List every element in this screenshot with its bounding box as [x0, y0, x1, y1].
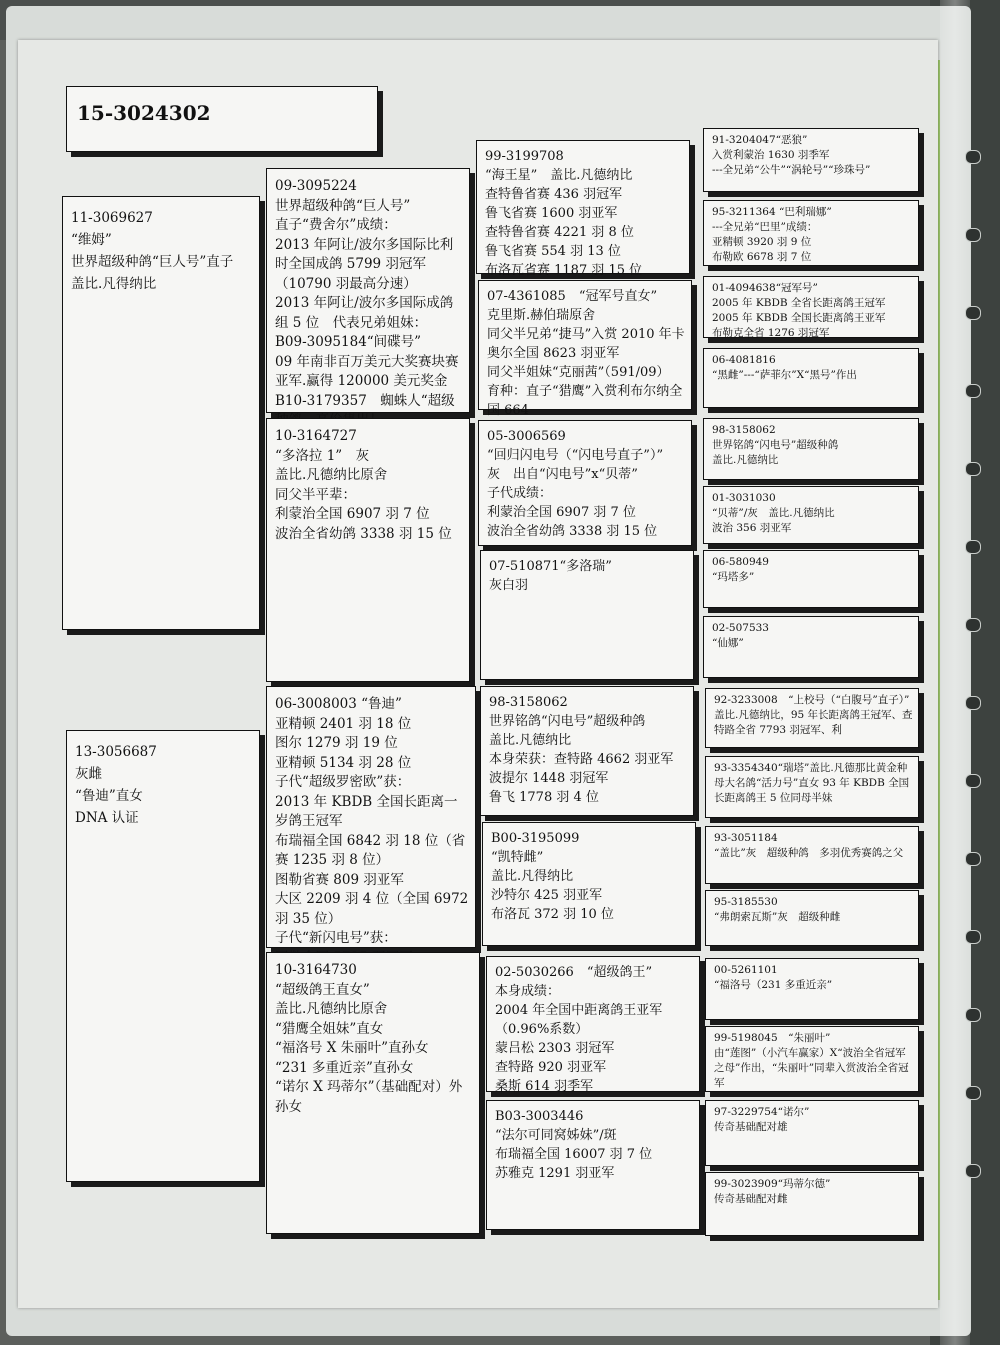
- dam-dam-text: 10-3164730 “超级鸽王直女” 盖比.凡德纳比原舍 “猎鹰全姐妹”直女 “福洛号 X 朱丽叶”直孙女 “231 多重近亲”直孙女 “诺尔 X 玛蒂尔”（基础配对）外孙女: [275, 962, 463, 1115]
- g3-card-8: [486, 1100, 700, 1230]
- punch-holes: [965, 150, 979, 1200]
- g3-card-6: [482, 822, 696, 946]
- g4-card-16: [705, 1172, 919, 1236]
- g4-text-13: 00-5261101 “福洛号（231 多重近亲”: [714, 964, 833, 991]
- dam-dam-card: [266, 952, 480, 1234]
- g4-card-10: [705, 756, 919, 818]
- dam-sire-card: [266, 686, 476, 948]
- sire-dam-text: 10-3164727 “多洛拉 1” 灰 盖比.凡德纳比原舍 同父半平辈： 利蒙治全国 6907 羽 7 位 波治全省幼鸽 3338 羽 15 位: [275, 428, 452, 542]
- g4-text-1: 91-3204047“恶狼” 入赏利蒙治 1630 羽季军 ---全兄弟“公牛”“涡轮号”“珍珠号”: [712, 134, 871, 176]
- sire-dam-card: [266, 418, 470, 682]
- g4-text-2: 95-3211364 “巴利瑞娜” ---全兄弟“巴里”成绩： 亚精顿 3920 羽 9 位 布勒欧 6678 羽 7 位: [712, 206, 832, 263]
- g4-card-15: [705, 1100, 919, 1166]
- g4-card-7: [703, 550, 919, 608]
- g4-text-5: 98-3158062 世界铭鸽“闪电号”超级种鸽 盖比.凡德纳比: [712, 424, 839, 466]
- g4-text-15: 97-3229754“诺尔” 传奇基础配对雄: [714, 1106, 810, 1133]
- g4-card-14: [705, 1026, 919, 1092]
- pigeon-ring-number: 15-3024302: [77, 101, 211, 125]
- g4-text-12: 95-3185530 “弗朗索瓦斯”灰 超级种雌: [714, 896, 841, 923]
- g4-text-14: 99-5198045 “朱丽叶” 由“莲图”（小汽车赢家）X“波治全省冠军之母”作出，“朱丽叶”同辈入赏波治全省冠军: [714, 1032, 909, 1089]
- g4-text-9: 92-3233008 “上校号（“白腹号”直子）” 盖比.凡德纳比，95 年长距离鸽王冠军、查特路全省 7793 羽冠军、利: [714, 694, 920, 736]
- sire-sire-card: [266, 168, 470, 413]
- g4-card-12: [705, 890, 919, 946]
- g3-text-2: 07-4361085 “冠军号直女” 克里斯.赫伯瑞原舍 同父半兄弟“捷马”入赏 2010 年卡奥尔全国 8623 羽亚军 同父半姐妹“克丽茜”（591/09） 育种：直子“猎鹰”入赏利布尔纳全国 664: [487, 289, 685, 418]
- g4-text-6: 01-3031030 “贝蒂”/灰 盖比.凡德纳比 波治 356 羽亚军: [712, 492, 835, 534]
- dam-card: [66, 730, 260, 1182]
- g3-text-5: 98-3158062 世界铭鸽“闪电号”超级种鸽 盖比.凡德纳比 本身荣获：查特路 4662 羽亚军 波提尔 1448 羽冠军 鲁飞 1778 羽 4 位: [489, 695, 674, 805]
- g3-card-2: [478, 280, 692, 418]
- g4-text-3: 01-4094638“冠军号” 2005 年 KBDB 全省长距离鸽王冠军 2005 年 KBDB 全国长距离鸽王亚军 布勒克全省 1276 羽冠军: [712, 282, 886, 339]
- g4-text-8: 02-507533 “仙娜”: [712, 622, 769, 649]
- g3-card-1: [476, 140, 690, 278]
- g3-card-4: [480, 550, 694, 680]
- sire-text: 11-3069627 “维姆” 世界超级种鸽“巨人号”直子 盖比.凡得纳比: [71, 210, 234, 292]
- g4-text-10: 93-3354340“瑞塔”盖比.凡德那比黄金种母大名鸽“活力号”直女 93 年 KBDB 全国长距离鸽王 5 位同母半妹: [714, 762, 910, 804]
- pigeon-ring-number-box: [66, 86, 378, 152]
- dam-sire-text: 06-3008003 “鲁迪” 亚精顿 2401 羽 18 位 图尔 1279 羽 19 位 亚精顿 5134 羽 28 位 子代“超级罗密欧”获： 2013 年 KBDB 全国长距离一岁鸽王冠军 布瑞福全国 6842 羽 18 位（省赛 1235 羽 8 位） 图勒省赛 809 羽亚军 大区 2209 羽 4 位（全国 6972 羽 35 位） 子代“新闪电号”获：: [275, 696, 469, 946]
- g3-card-5: [480, 686, 694, 816]
- g4-card-2: [703, 200, 919, 266]
- g3-text-3: 05-3006569 “回归闪电号（“闪电号直子”）” 灰 出自“闪电号”x“贝蒂” 子代成绩： 利蒙治全国 6907 羽 7 位 波治全省幼鸽 3338 羽 15 位: [487, 429, 664, 539]
- g4-card-1: [703, 128, 919, 192]
- g3-text-1: 99-3199708 “海王星” 盖比.凡德纳比 查特鲁省赛 436 羽冠军 鲁飞省赛 1600 羽亚军 查特鲁省赛 4221 羽 8 位 鲁飞省赛 554 羽 13 位 布洛瓦省赛 1187 羽 15 位: [485, 149, 643, 278]
- g4-card-13: [705, 958, 919, 1020]
- g4-text-11: 93-3051184 “盖比”灰 超级种鸽 多羽优秀赛鸽之父: [714, 832, 904, 859]
- g4-card-11: [705, 826, 919, 884]
- sire-card: [62, 196, 260, 630]
- g3-text-6: B00-3195099 “凯特雌” 盖比.凡得纳比 沙特尔 425 羽亚军 布洛瓦 372 羽 10 位: [491, 831, 614, 922]
- g4-card-8: [703, 616, 919, 678]
- g4-card-4: [703, 348, 919, 408]
- g4-card-3: [703, 276, 919, 338]
- g4-text-7: 06-580949 “玛塔多”: [712, 556, 769, 583]
- dam-text: 13-3056687 灰雌 “鲁迪”直女 DNA 认证: [75, 744, 157, 826]
- g3-text-4: 07-510871“多洛瑞” 灰白羽: [489, 559, 612, 593]
- g3-text-7: 02-5030266 “超级鸽王” 本身成绩： 2004 年全国中距离鸽王亚军（0.96%系数） 蒙吕松 2303 羽冠军 查特路 920 羽亚军 桑斯 614 羽季军: [495, 965, 663, 1094]
- sire-sire-text: 09-3095224 世界超级种鸽“巨人号” 直子“费舍尔”成绩： 2013 年阿让/波尔多国际比利时全国成鸽 5799 羽冠军（10790 羽最高分速） 2013 年阿让/波尔多国际成鸽组 5 位 代表兄弟姐妹： B09-3095184“间碟号” 09 年南非百万美元大奖赛块赛亚军.赢得 120000 美元奖金 B10-3179357 蜘蛛人“超级: [275, 178, 459, 409]
- g4-text-4: 06-4081816 “黑雌”---“萨菲尔”X“黑号”作出: [712, 354, 857, 381]
- g4-card-9: [705, 688, 919, 748]
- g4-card-6: [703, 486, 919, 544]
- g3-card-3: [478, 420, 692, 546]
- g4-card-5: [703, 418, 919, 480]
- g3-card-7: [486, 956, 700, 1092]
- g3-text-8: B03-3003446 “法尔可同窝姊妹”/斑 布瑞福全国 16007 羽 7 位 苏雅克 1291 羽亚军: [495, 1109, 653, 1181]
- g4-text-16: 99-3023909“玛蒂尔德” 传奇基础配对雌: [714, 1178, 831, 1205]
